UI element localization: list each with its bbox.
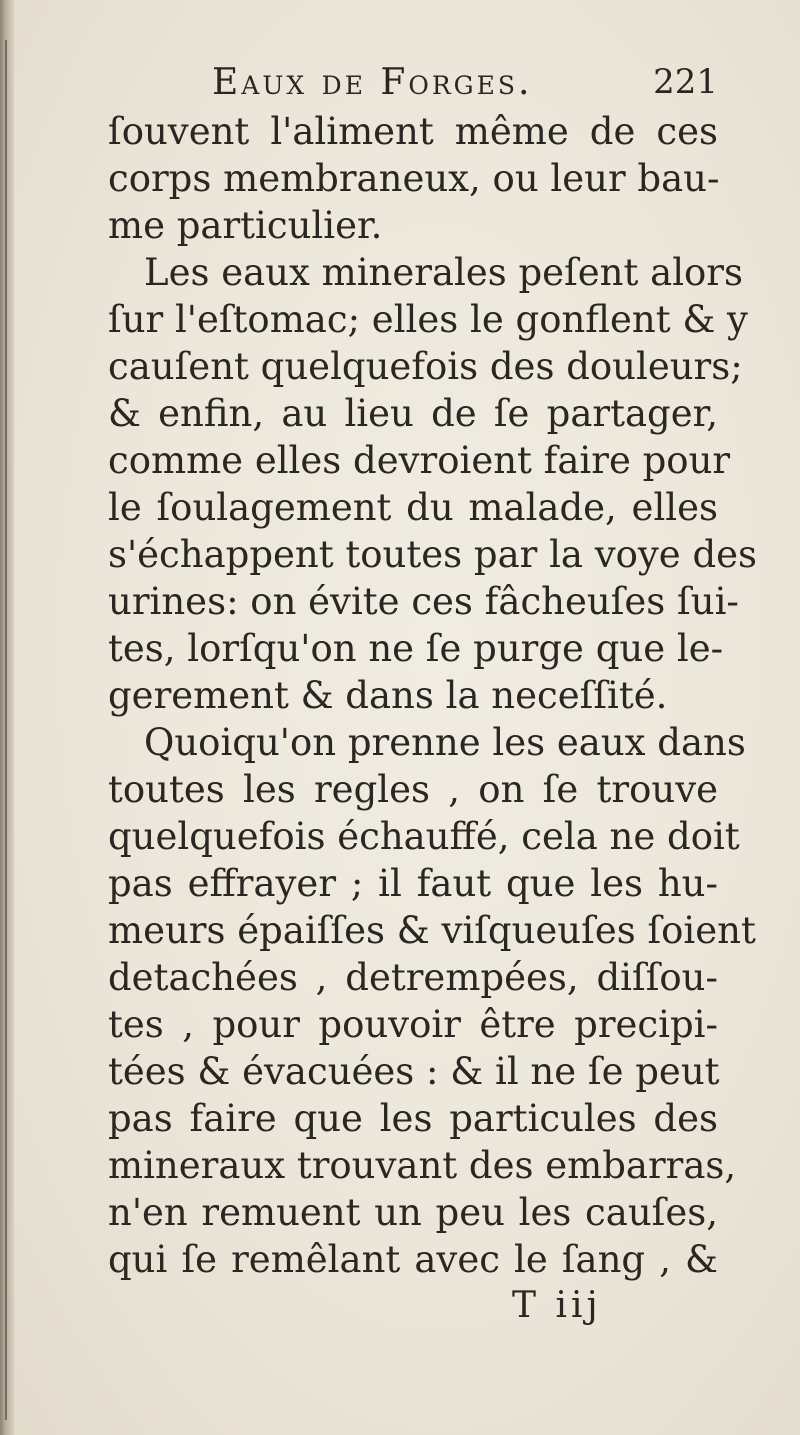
text-line: comme elles devroient faire pour <box>108 439 731 482</box>
text-line: pas faire que les particules des <box>108 1097 718 1140</box>
text-line: Quoiqu'on prenne les eaux dans <box>144 721 746 764</box>
text-line: meurs épaiſſes & viſqueuſes ſoient <box>108 909 756 952</box>
running-head: Eaux de Forges. <box>212 62 533 103</box>
text-line: tes , pour pouvoir être precipi- <box>108 1003 718 1046</box>
text-line: urines: on évite ces fâcheuſes ſui- <box>108 580 739 623</box>
gutter-line <box>5 40 7 1420</box>
signature-mark: T iij <box>512 1285 602 1326</box>
text-line: Les eaux minerales peſent alors <box>144 251 743 294</box>
text-line: n'en remuent un peu les cauſes, <box>108 1191 718 1234</box>
text-line: qui ſe remêlant avec le ſang , & <box>108 1238 718 1281</box>
text-line: detachées , detrempées, diſſou- <box>108 956 718 999</box>
text-line: mineraux trouvant des embarras, <box>108 1144 737 1187</box>
text-line: tes, lorſqu'on ne ſe purge que le- <box>108 627 724 670</box>
text-line: ſur l'eſtomac; elles le gonflent & y <box>108 298 748 341</box>
page-gutter <box>0 0 14 1435</box>
text-line: tées & évacuées : & il ne ſe peut <box>108 1050 720 1093</box>
text-line: gerement & dans la neceſſité. <box>108 674 668 717</box>
text-line: toutes les regles , on ſe trouve <box>108 768 718 811</box>
text-line: quelquefois échauffé, cela ne doit <box>108 815 740 858</box>
text-line: pas effrayer ; il faut que les hu- <box>108 862 718 905</box>
body-text <box>108 108 758 1283</box>
text-line: corps membraneux, ou leur bau- <box>108 157 720 200</box>
page-header <box>108 62 718 112</box>
page-number: 221 <box>653 62 718 102</box>
text-line: le ſoulagement du malade, elles <box>108 486 718 529</box>
text-line: cauſent quelquefois des douleurs; <box>108 345 743 388</box>
text-line: & enfin, au lieu de ſe partager, <box>108 392 718 435</box>
text-line: me particulier. <box>108 204 383 247</box>
text-line: s'échappent toutes par la voye des <box>108 533 758 576</box>
text-line: ſouvent l'aliment même de ces <box>108 110 718 153</box>
